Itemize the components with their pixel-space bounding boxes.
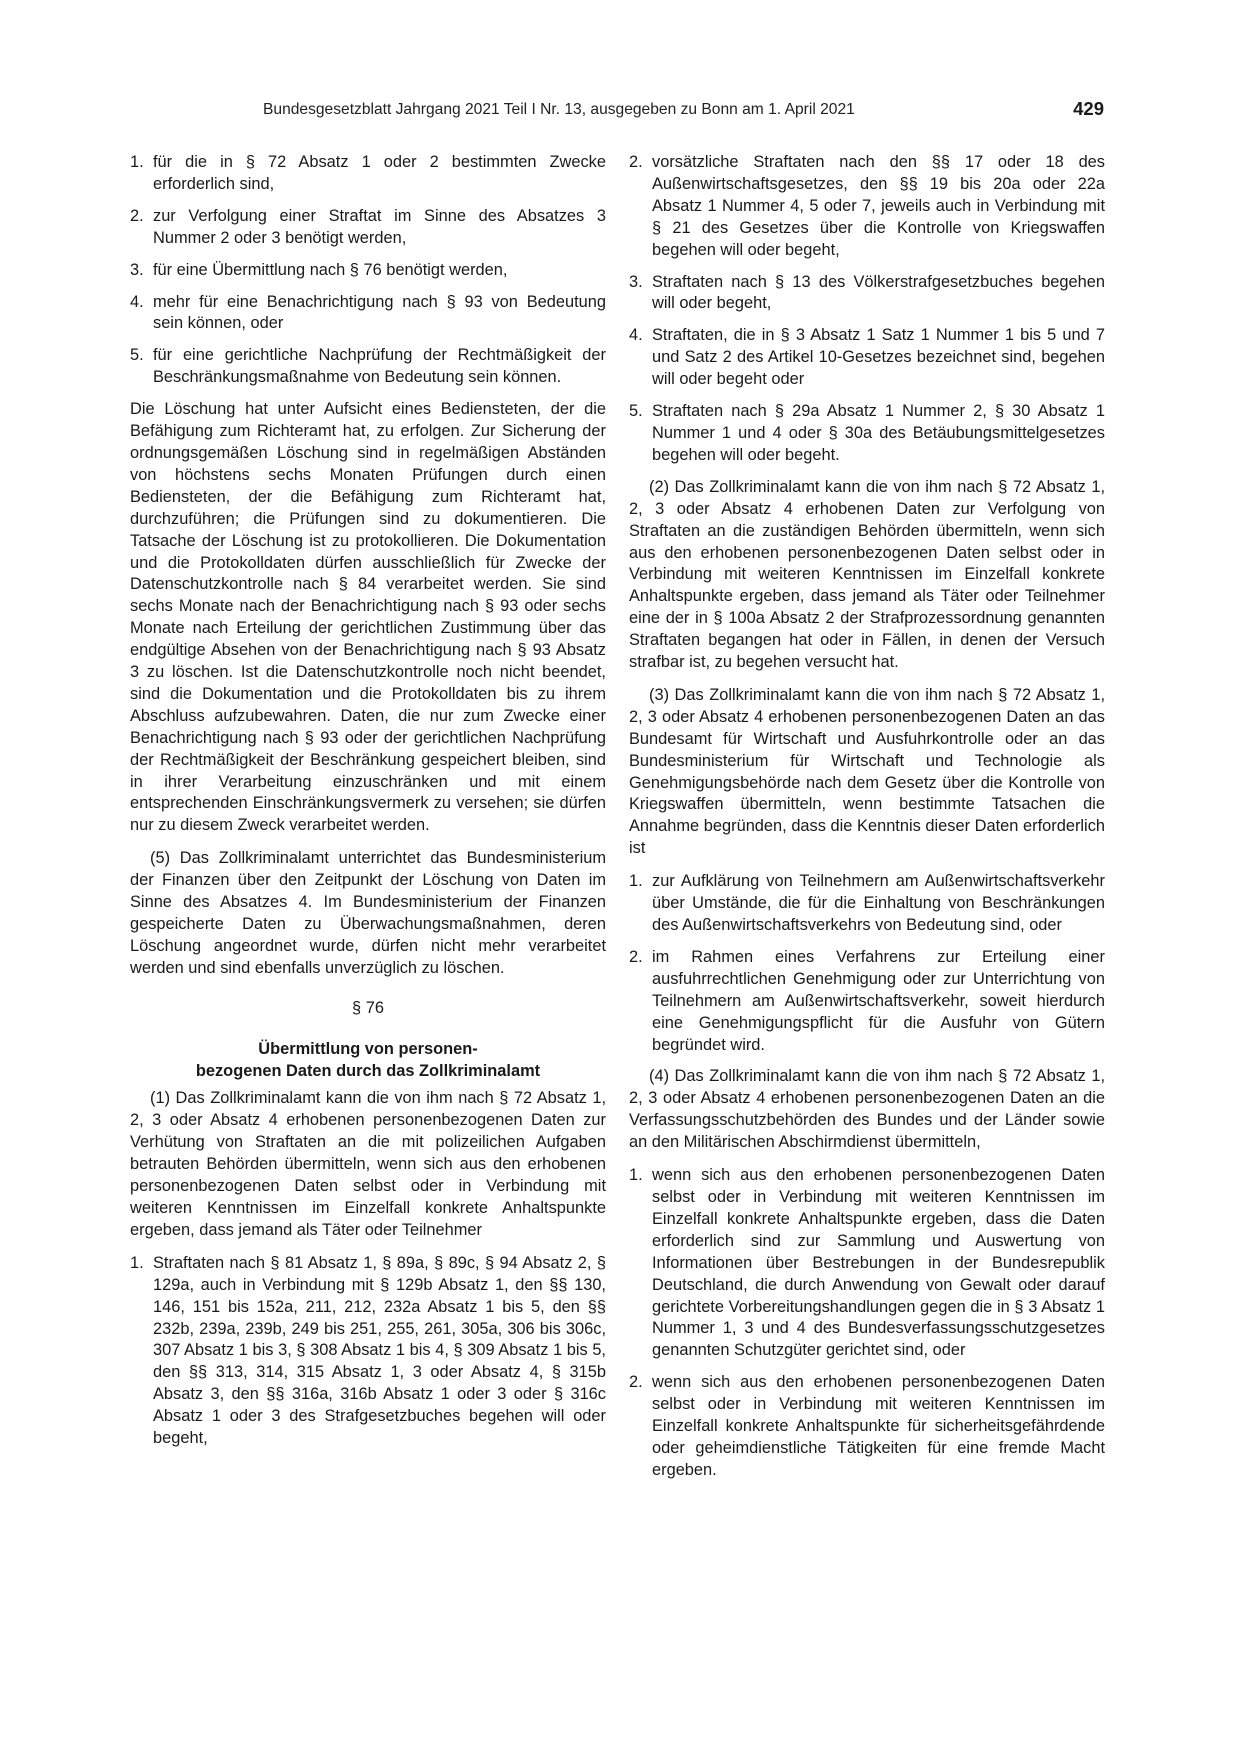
list-item xyxy=(629,325,1105,391)
list-item-text: im Rahmen eines Verfahrens zur Erteilung einer ausfuhrrechtlichen Genehmigung oder zur Unterrichtung von Teilnehmern am Außenwirtschaftsverkehr, soweit hierdurch eine Genehmigungspflicht für die Ausfuhr von Gütern begründet wird. xyxy=(652,947,1105,1054)
paragraph-76-3: (3) Das Zollkriminalamt kann die von ihm nach § 72 Absatz 1, 2, 3 oder Absatz 4 erhobenen personenbezogenen Daten an das Bundesamt für Wirtschaft und Ausfuhrkontrolle oder an das Bundesministerium für Wirtschaft und Technologie als Genehmigungsbehörde nach dem Gesetz über die Kontrolle von Kriegswaffen übermitteln, wenn bestimmte Tatsachen die Annahme begründen, dass die Kenntnis dieser Daten erforderlich ist xyxy=(629,685,1105,858)
list-section-76-1 xyxy=(629,152,1105,467)
list-item-text: vorsätzliche Straftaten nach den §§ 17 oder 18 des Außenwirtschaftsgesetzes, den §§ 19 bis 20a oder 22a Absatz 1 Nummer 4, 5 oder 7, jeweils auch in Verbindung mit § 21 des Gesetzes über die Kontrolle von Kriegswaffen begehen will oder begeht, xyxy=(652,153,1105,259)
list-item xyxy=(629,272,1105,316)
section-number: § 76 xyxy=(352,998,384,1017)
list-item-number: 4. xyxy=(629,326,643,345)
list-item-text: wenn sich aus den erhobenen personenbezogenen Daten selbst oder in Verbindung mit weiteren Kenntnissen im Einzelfall konkrete Anhaltspunkte ergeben, dass die Daten erforderlich sind zur Sammlung und Auswertung von Informationen über Bestrebungen in der Bundesrepublik Deutschland, die durch Anwendung von Gewalt oder darauf gerichtete Vorbereitungshandlungen gegen die in § 3 Absatz 1 Nummer 1, 3 und 4 des Bundesverfassungsschutzgesetzes genannten Schutzgüter gerichtet sind, oder xyxy=(652,1166,1105,1360)
paragraph-76-2: (2) Das Zollkriminalamt kann die von ihm nach § 72 Absatz 1, 2, 3 oder Absatz 4 erhobenen Daten zur Verfolgung von Straftaten an die zuständigen Behörden übermitteln, wenn sich aus den erhobenen personenbezogenen Daten selbst oder in Verbindung mit weiteren Kenntnissen im Einzelfall konkrete Anhaltspunkte ergeben, dass jemand als Täter oder Teilnehmer eine der in § 100a Absatz 2 der Strafprozessordnung genannten Straftaten begangen hat oder in Fällen, in denen der Versuch strafbar ist, zu begehen versucht hat. xyxy=(629,477,1105,672)
section-title-line: bezogenen Daten durch das Zollkriminalamt xyxy=(195,1061,541,1080)
list-item-number: 1. xyxy=(130,153,144,171)
list-item-text: für die in § 72 Absatz 1 oder 2 bestimmten Zwecke erforderlich sind, xyxy=(153,153,606,193)
section-title xyxy=(130,1039,606,1083)
list-item-number: 3. xyxy=(130,260,144,279)
page-header xyxy=(130,98,1110,128)
list-item-number: 4. xyxy=(130,292,144,311)
list-item-text: mehr für eine Benachrichtigung nach § 93 von Bedeutung sein können, oder xyxy=(153,292,606,333)
list-item-text: Straftaten nach § 81 Absatz 1, § 89a, § 89c, § 94 Absatz 2, § 129a, auch in Verbindung mit § 129b Absatz 1, den §§ 130, 146, 151 bis 152a, 211, 212, 232a Absatz 1 bis 5, den §§ 232b, 239a, 239b, 249 bis 251, 255, 261, 305a, 306 bis 306c, 307 Absatz 1 bis 3, § 308 Absatz 1 bis 4, § 309 Absatz 1 bis 5, den §§ 313, 314, 315 Absatz 1, 3 oder Absatz 4, § 315b Absatz 3, den §§ 316a, 316b Absatz 1 oder 3 oder § 316c Absatz 1 oder 3 des Strafgesetzbuches begehen will oder begeht, xyxy=(153,1253,606,1448)
list-item-text: für eine gerichtliche Nachprüfung der Rechtmäßigkeit der Beschränkungsmaßnahme von Bedeutung sein können. xyxy=(153,346,606,387)
list-item-text: zur Aufklärung von Teilnehmern am Außenwirtschaftsverkehr über Umstände, die für die Einhaltung von Beschränkungen des Außenwirtschaftsverkehrs von Bedeutung sind, oder xyxy=(652,872,1105,934)
list-item-text: zur Verfolgung einer Straftat im Sinne des Absatzes 3 Nummer 2 oder 3 benötigt werden, xyxy=(153,206,606,247)
list-item xyxy=(130,1253,606,1450)
list-item xyxy=(629,947,1105,1057)
page-number: 429 xyxy=(1073,98,1104,119)
paragraph-75-5: (5) Das Zollkriminalamt unterrichtet das Bundesministerium der Finanzen über den Zeitpunkt der Löschung von Daten im Sinne des Absatzes 4. Im Bundesministerium der Finanzen gespeicherte Daten zu Überwachungsmaßnahmen, deren Löschung angeordnet wurde, dürfen nicht mehr verarbeitet werden und sind ebenfalls unverzüglich zu löschen. xyxy=(130,849,606,977)
list-item-text: für eine Übermittlung nach § 76 benötigt werden, xyxy=(153,260,508,279)
list-item-text: Straftaten nach § 29a Absatz 1 Nummer 2, § 30 Absatz 1 Nummer 1 und 4 oder § 30a des Betäubungsmittelgesetzes begehen will oder begeht. xyxy=(652,402,1105,464)
list-item xyxy=(629,1372,1105,1482)
list-section-76-4 xyxy=(629,1165,1105,1482)
list-item-text: Straftaten, die in § 3 Absatz 1 Satz 1 Nummer 1 bis 5 und 7 und Satz 2 des Artikel 10-Gesetzes bezeichnet sind, begehen will oder begeht oder xyxy=(652,326,1105,389)
list-section-76-3 xyxy=(629,871,1105,1056)
list-item-number: 1. xyxy=(629,1166,643,1185)
list-item-text: Straftaten nach § 13 des Völkerstrafgesetzbuches begehen will oder begeht, xyxy=(652,272,1105,313)
section-title-line: Übermittlung von personen- xyxy=(258,1039,478,1058)
list-item xyxy=(130,292,606,336)
list-item xyxy=(130,345,606,389)
list-item-number: 2. xyxy=(629,947,643,966)
list-item-number: 5. xyxy=(130,346,144,365)
list-item xyxy=(130,152,606,196)
list-item-number: 2. xyxy=(629,153,643,171)
list-item xyxy=(130,260,606,282)
list-item-number: 2. xyxy=(130,206,144,225)
right-column xyxy=(629,152,1105,1492)
list-item-number: 1. xyxy=(629,872,643,891)
list-item xyxy=(130,206,606,250)
left-column xyxy=(130,152,606,1460)
list-item xyxy=(629,871,1105,937)
list-item xyxy=(629,401,1105,467)
paragraph-loeschung: Die Löschung hat unter Aufsicht eines Bediensteten, der die Befähigung zum Richteramt hat, zu erfolgen. Zur Sicherung der ordnungsgemäßen Löschung sind in regelmäßigen Abständen von höchstens sechs Monaten Prüfungen durch einen Bediensteten, der die Befähigung zum Richteramt hat, durchzuführen; die Prüfungen sind zu dokumentieren. Die Tatsache der Löschung ist zu protokollieren. Die Dokumentation und die Protokolldaten dürfen ausschließlich für Zwecke der Datenschutzkontrolle nach § 84 verarbeitet werden. Sie sind sechs Monate nach der Benachrichtigung nach § 93 oder sechs Monate nach Erteilung der gerichtlichen Zustimmung über das endgültige Absehen von der Benachrichtigung nach § 93 Absatz 3 zu löschen. Ist die Datenschutzkontrolle noch nicht beendet, sind die Dokumentation und die Protokolldaten bis zu ihrem Abschluss aufzubewahren. Daten, die nur zum Zwecke einer Benachrichtigung nach § 93 oder der gerichtlichen Nachprüfung der Rechtmäßigkeit der Beschränkung gespeichert bleiben, sind in ihrer Verarbeitung einzuschränken und mit einem entsprechenden Einschränkungsvermerk zu versehen; sie dürfen nur zu diesem Zweck verarbeitet werden. xyxy=(130,400,606,835)
list-item-number: 5. xyxy=(629,402,643,421)
running-head: Bundesgesetzblatt Jahrgang 2021 Teil I Nr. 13, ausgegeben zu Bonn am 1. April 2021 xyxy=(263,101,855,118)
list-item-number: 3. xyxy=(629,272,643,291)
list-item-number: 2. xyxy=(629,1373,643,1392)
list-item-text: wenn sich aus den erhobenen personenbezogenen Daten selbst oder in Verbindung mit weiteren Kenntnissen im Einzelfall konkrete Anhaltspunkte für sicherheitsgefährdende oder geheimdienstliche Tätigkeiten für eine fremde Macht ergeben. xyxy=(652,1373,1105,1479)
list-item xyxy=(629,152,1105,262)
list-item xyxy=(629,1165,1105,1362)
list-section-75-4 xyxy=(130,152,606,389)
paragraph-76-4: (4) Das Zollkriminalamt kann die von ihm nach § 72 Absatz 1, 2, 3 oder Absatz 4 erhobenen personenbezogenen Daten an die Verfassungsschutzbehörden des Bundes und der Länder sowie an den Militärischen Abschirmdienst übermitteln, xyxy=(629,1067,1105,1152)
list-item-number: 1. xyxy=(130,1253,144,1272)
paragraph-76-1: (1) Das Zollkriminalamt kann die von ihm nach § 72 Absatz 1, 2, 3 oder Absatz 4 erhobenen personenbezogenen Daten zur Verhütung von Straftaten an die mit polizeilichen Aufgaben betrauten Behörden übermitteln, wenn sich aus den erhobenen personenbezogenen Daten selbst oder in Verbindung mit weiteren Kenntnissen im Einzelfall konkrete Anhaltspunkte ergeben, dass jemand als Täter oder Teilnehmer xyxy=(130,1089,606,1239)
